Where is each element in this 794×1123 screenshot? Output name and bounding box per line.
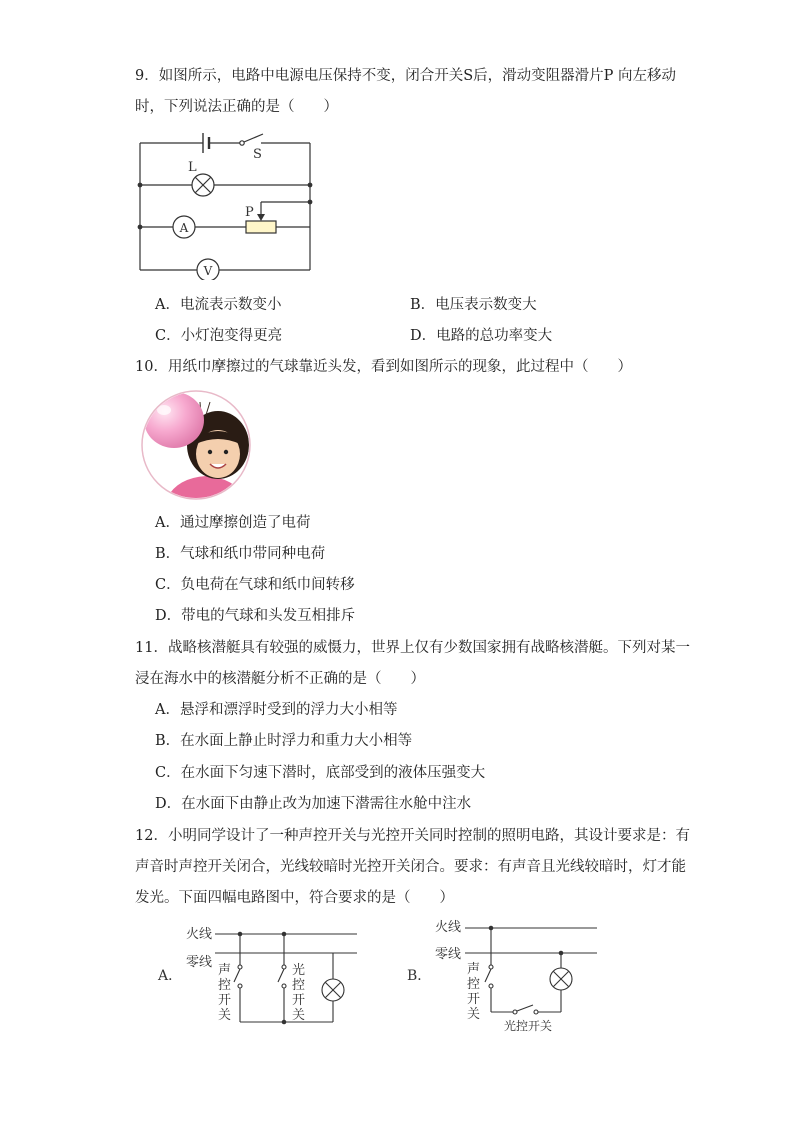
light-switch-label: 光控开关 <box>504 1019 553 1033</box>
q10-option-d[interactable]: D．带电的气球和头发互相排斥 <box>155 608 356 624</box>
q11-option-c[interactable]: C．在水面下匀速下潜时，底部受到的液体压强变大 <box>155 765 486 781</box>
q9-option-b[interactable]: B．电压表示数变大 <box>410 297 537 313</box>
sound-switch-char: 开 <box>218 993 232 1008</box>
option-b-label[interactable]: B． <box>407 968 432 984</box>
q9-stem-line1: 9．如图所示，电路中电源电压保持不变，闭合开关S后，滑动变阻器滑片P 向左移动 <box>135 68 677 84</box>
fire-wire-label: 火线 <box>186 927 213 942</box>
option-a-label[interactable]: A． <box>158 968 183 984</box>
q12-stem-line3: 发光。下面四幅电路图中，符合要求的是（ ） <box>135 890 454 906</box>
q9-option-c[interactable]: C．小灯泡变得更亮 <box>155 328 283 344</box>
q10-option-b[interactable]: B．气球和纸巾带同种电荷 <box>155 546 326 562</box>
q11-option-a[interactable]: A．悬浮和漂浮时受到的浮力大小相等 <box>155 702 398 718</box>
sound-switch-char: 关 <box>218 1008 232 1023</box>
q10-stem: 10．用纸巾摩擦过的气球靠近头发，看到如图所示的现象，此过程中（ ） <box>135 359 632 375</box>
voltmeter-label: V <box>203 264 213 278</box>
balloon-hair-photo <box>136 390 256 500</box>
light-switch-char: 开 <box>292 993 306 1008</box>
sound-switch-char: 关 <box>467 1007 481 1022</box>
q9-circuit-diagram <box>130 125 330 280</box>
q11-option-b[interactable]: B．在水面上静止时浮力和重力大小相等 <box>155 733 413 749</box>
q12-circuit-b[interactable] <box>403 912 608 1037</box>
q12-circuit-a[interactable] <box>150 918 370 1033</box>
label-l: L <box>188 160 197 175</box>
sound-switch-char: 控 <box>467 977 481 992</box>
q9-option-d[interactable]: D．电路的总功率变大 <box>410 328 553 344</box>
q10-option-a[interactable]: A．通过摩擦创造了电荷 <box>155 515 311 531</box>
label-p: P <box>245 205 254 220</box>
sound-switch-char: 声 <box>467 962 481 977</box>
q11-option-d[interactable]: D．在水面下由静止改为加速下潜需往水舱中注水 <box>155 796 472 812</box>
label-s: S <box>253 147 262 162</box>
neutral-wire-label: 零线 <box>435 947 462 962</box>
fire-wire-label: 火线 <box>435 920 462 935</box>
light-switch-char: 关 <box>292 1008 306 1023</box>
light-switch-char: 控 <box>292 978 306 993</box>
neutral-wire-label: 零线 <box>186 955 213 970</box>
q10-option-c[interactable]: C．负电荷在气球和纸巾间转移 <box>155 577 355 593</box>
sound-switch-char: 声 <box>218 963 232 978</box>
sound-switch-char: 开 <box>467 992 481 1007</box>
sound-switch-char: 控 <box>218 978 232 993</box>
q11-stem-line1: 11．战略核潜艇具有较强的威慑力，世界上仅有少数国家拥有战略核潜艇。下列对某一 <box>135 640 690 656</box>
q12-stem-line1: 12．小明同学设计了一种声控开关与光控开关同时控制的照明电路，其设计要求是：有 <box>135 828 690 844</box>
q11-stem-line2: 浸在海水中的核潜艇分析不正确的是（ ） <box>135 671 425 687</box>
ammeter-label: A <box>179 221 189 235</box>
q9-stem-line2: 时，下列说法正确的是（ ） <box>135 99 338 115</box>
q9-option-a[interactable]: A．电流表示数变小 <box>155 297 282 313</box>
light-switch-char: 光 <box>292 963 306 978</box>
q12-stem-line2: 声音时声控开关闭合，光线较暗时光控开关闭合。要求：有声音且光线较暗时，灯才能 <box>135 859 686 875</box>
